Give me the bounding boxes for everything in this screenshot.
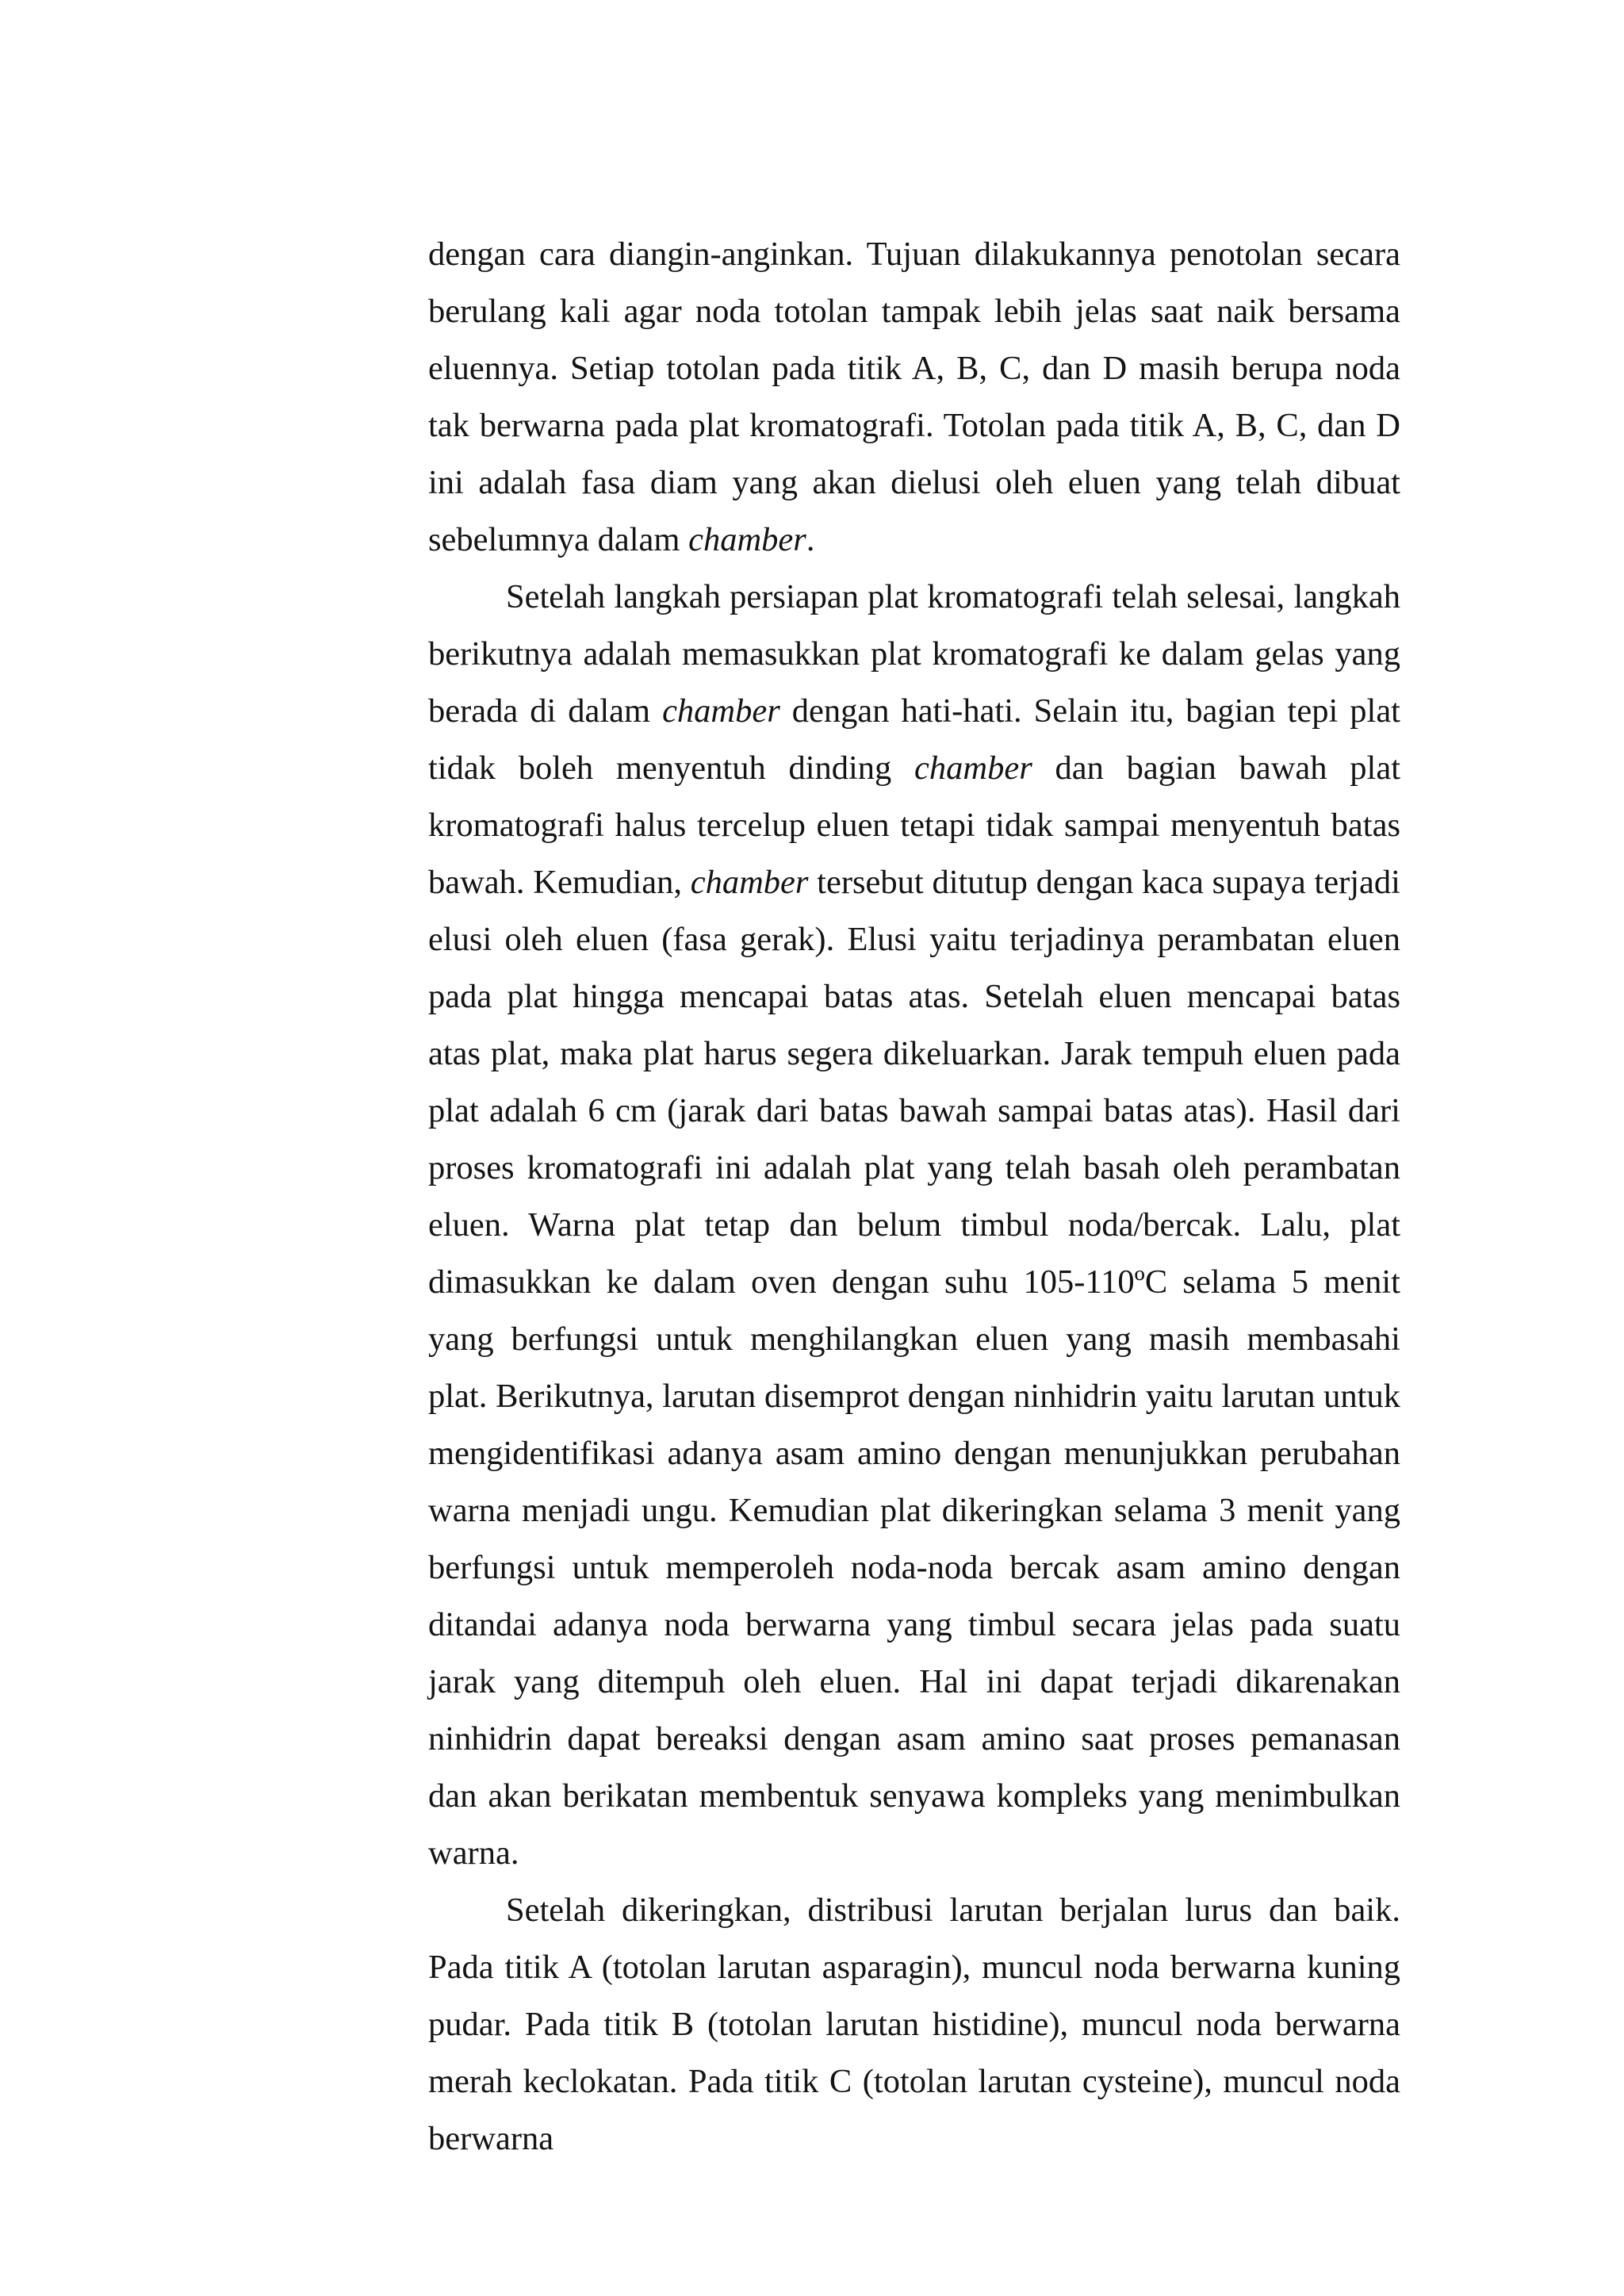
italic-term: chamber bbox=[914, 749, 1032, 787]
body-text bbox=[428, 226, 1400, 2168]
text-run: Setelah dikeringkan, distribusi larutan berjalan lurus dan baik. Pada titik A (totolan larutan asparagin), muncul noda berwarna kuning pudar. Pada titik B (totolan larutan histidine), muncul noda berwarna merah keclokatan. Pada titik C (totolan larutan cysteine), muncul noda berwarna bbox=[428, 1892, 1400, 2157]
paragraph-1 bbox=[428, 226, 1400, 569]
text-run: dengan hati-hati. Selain itu, bagian tepi plat tidak boleh menyentuh dinding bbox=[428, 692, 1400, 787]
text-run: Setelah langkah persiapan plat kromatografi telah selesai, langkah berikutnya adalah memasukkan plat kromatografi ke dalam gelas yang berada di dalam bbox=[428, 578, 1400, 730]
text-run: . bbox=[806, 521, 815, 558]
italic-term: chamber bbox=[688, 521, 806, 558]
italic-term: chamber bbox=[690, 864, 809, 901]
text-run: dan bagian bawah plat kromatografi halus tercelup eluen tetapi tidak sampai menyentuh batas bawah. Kemudian, bbox=[428, 749, 1400, 901]
italic-term: chamber bbox=[662, 692, 780, 730]
text-run: tersebut ditutup dengan kaca supaya terjadi elusi oleh eluen (fasa gerak). Elusi yaitu terjadinya perambatan eluen pada plat hingga mencapai batas atas. Setelah eluen mencapai batas atas plat, maka plat harus segera dikeluarkan. Jarak tempuh eluen pada plat adalah 6 cm (jarak dari batas bawah sampai batas atas). Hasil dari proses kromatografi ini adalah plat yang telah basah oleh perambatan eluen. Warna plat tetap dan belum timbul noda/bercak. Lalu, plat dimasukkan ke dalam oven dengan suhu 105-110ºC selama 5 menit yang berfungsi untuk menghilangkan eluen yang masih membasahi plat. Berikutnya, larutan disemprot dengan ninhidrin yaitu larutan untuk mengidentifikasi adanya asam amino dengan menunjukkan perubahan warna menjadi ungu. Kemudian plat dikeringkan selama 3 menit yang berfungsi untuk memperoleh noda-noda bercak asam amino dengan ditandai adanya noda berwarna yang timbul secara jelas pada suatu jarak yang ditempuh oleh eluen. Hal ini dapat terjadi dikarenakan ninhidrin dapat bereaksi dengan asam amino saat proses pemanasan dan akan berikatan membentuk senyawa kompleks yang menimbulkan warna. bbox=[428, 864, 1400, 1872]
text-run: dengan cara diangin-anginkan. Tujuan dilakukannya penotolan secara berulang kali agar noda totolan tampak lebih jelas saat naik bersama eluennya. Setiap totolan pada titik A, B, C, dan D masih berupa noda tak berwarna pada plat kromatografi. Totolan pada titik A, B, C, dan D ini adalah fasa diam yang akan dielusi oleh eluen yang telah dibuat sebelumnya dalam bbox=[428, 236, 1400, 558]
paragraph-2 bbox=[428, 569, 1400, 1882]
paragraph-3 bbox=[428, 1882, 1400, 2168]
